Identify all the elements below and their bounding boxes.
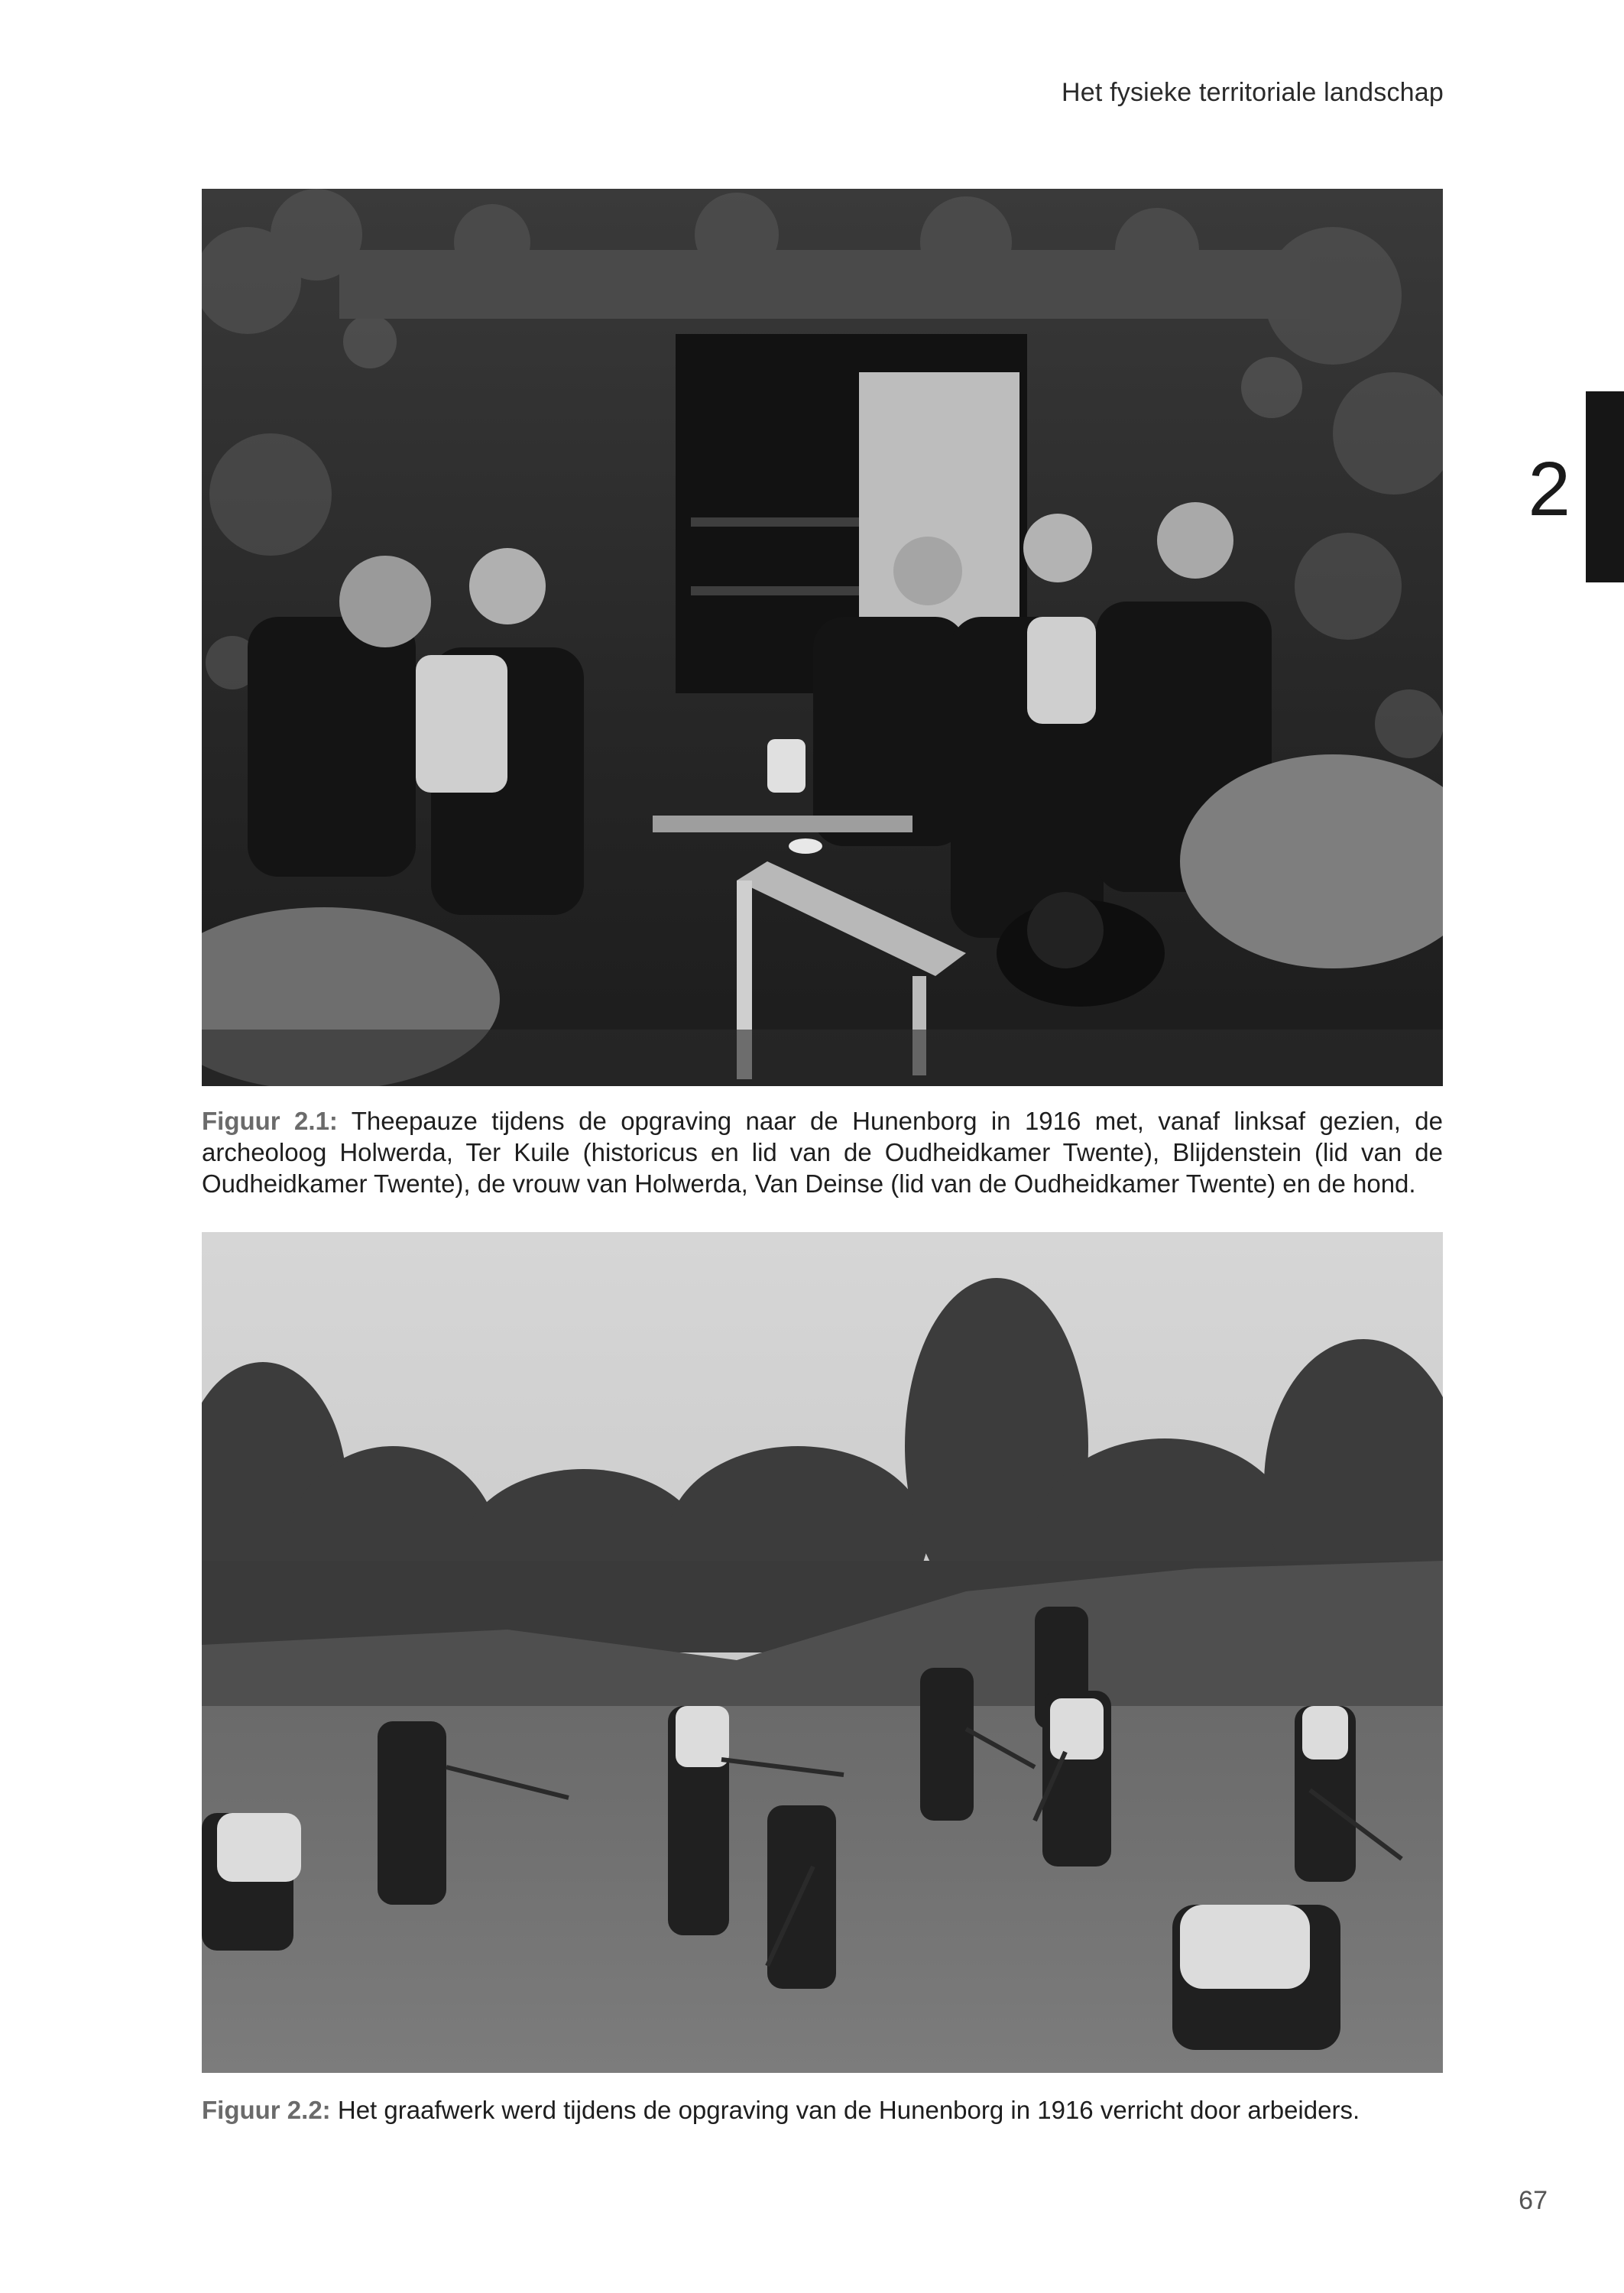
chapter-number: 2 — [1528, 446, 1571, 532]
figure-2-2-label: Figuur 2.2: — [202, 2096, 331, 2124]
chapter-tab-marker — [1586, 391, 1624, 582]
figure-2-2-caption — [202, 2094, 1443, 2126]
figure-2-1-photo — [202, 189, 1443, 1086]
figure-2-1-caption — [202, 1105, 1443, 1199]
figure-2-1-label: Figuur 2.1: — [202, 1107, 338, 1135]
figure-2-1-caption-text: Theepauze tijdens de opgraving naar de Hunenborg in 1916 met, vanaf linksaf gezien, de archeoloog Holwerda, Ter Kuile (historicus en lid van de Oudheidkamer Twente), Blijdenstein (lid van de Oudheidkamer Twente), de vrouw van Holwerda, Van Deinse (lid van de Oudheidkamer Twente) en de hond. — [202, 1107, 1443, 1198]
page-number: 67 — [1519, 2186, 1548, 2215]
figure-2-2-photo — [202, 1232, 1443, 2073]
running-header: Het fysieke territoriale landschap — [1061, 78, 1444, 107]
figure-2-2-caption-text: Het graafwerk werd tijdens de opgraving van de Hunenborg in 1916 verricht door arbeiders. — [330, 2096, 1360, 2124]
